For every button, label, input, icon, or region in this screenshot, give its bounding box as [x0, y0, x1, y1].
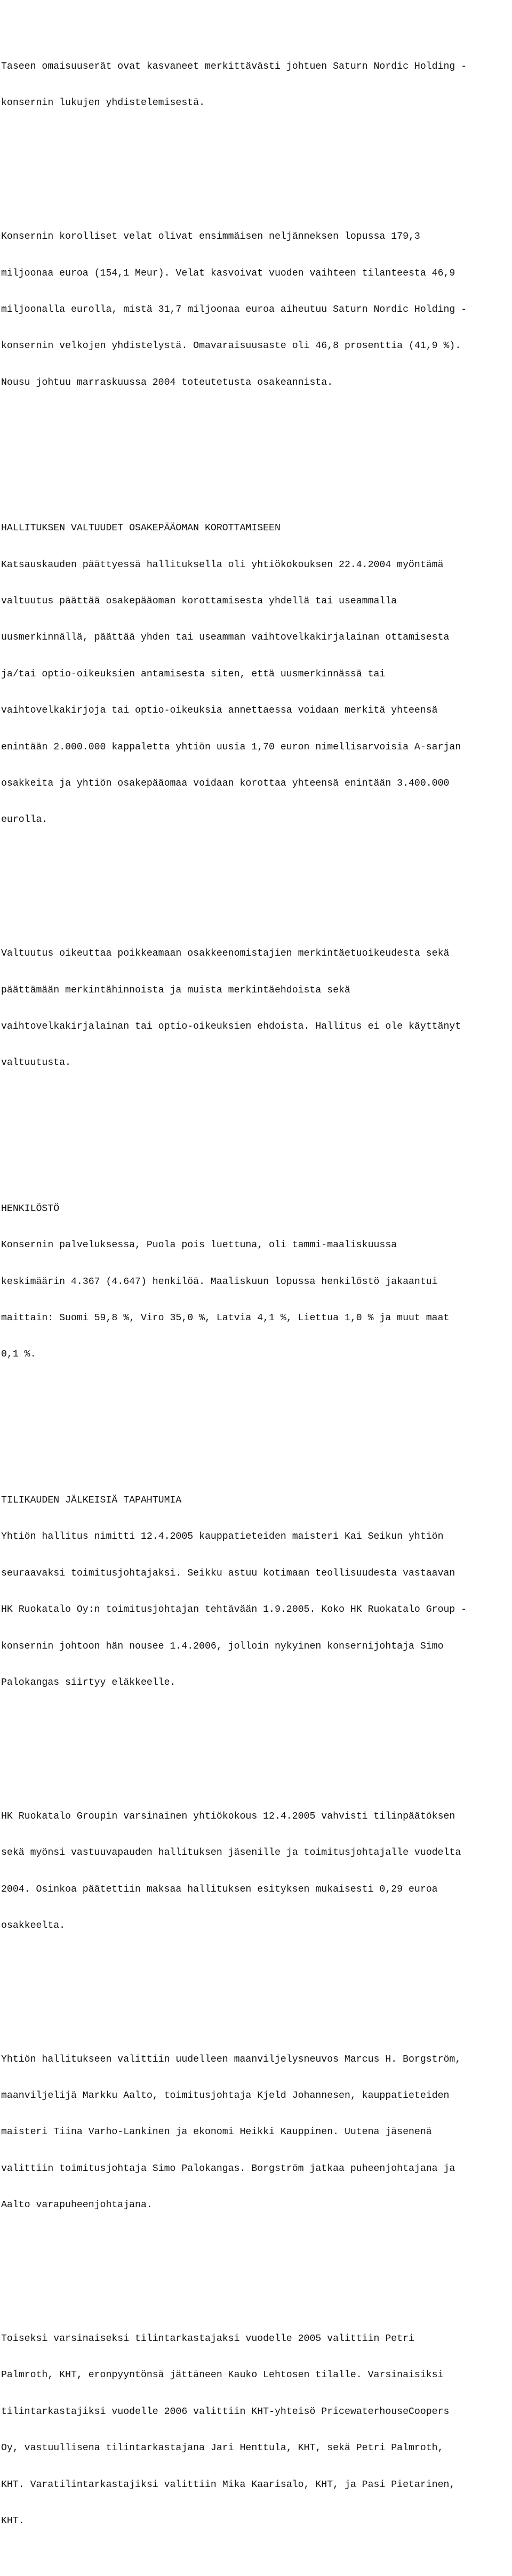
- section-hallituksen-valtuudet: [1, 498, 511, 851]
- text-line: eurolla.: [1, 814, 48, 826]
- text-line: Nousu johtuu marraskuussa 2004 toteutetusta osakeannista.: [1, 377, 333, 388]
- text-line: 0,1 %.: [1, 1349, 36, 1360]
- paragraph-taseen: [1, 36, 511, 133]
- text-line: 2004. Osinkoa päätettiin maksaa hallituksen esityksen mukaisesti 0,29 euroa: [1, 1884, 438, 1895]
- text-line: maisteri Tiina Varho-Lankinen ja ekonomi Heikki Kauppinen. Uutena jäsenenä: [1, 2127, 432, 2138]
- text-line: Konsernin palveluksessa, Puola pois luettuna, oli tammi-maaliskuussa: [1, 1240, 397, 1251]
- section-heading: HENKILÖSTÖ: [1, 1203, 60, 1214]
- text-line: maanviljelijä Markku Aalto, toimitusjohtaja Kjeld Johannesen, kauppatieteiden: [1, 2090, 450, 2102]
- text-line: miljoonalla eurolla, mistä 31,7 miljoonaa euroa aiheutuu Saturn Nordic Holding -: [1, 304, 467, 315]
- section-tilikauden-jalkeisia: [1, 1470, 511, 1713]
- text-line: tilintarkastajiksi vuodelle 2006 valittiin KHT-yhteisö PricewaterhouseCoopers: [1, 2406, 450, 2417]
- text-line: Yhtiön hallitukseen valittiin uudelleen maanviljelysneuvos Marcus H. Borgström,: [1, 2054, 461, 2065]
- text-line: ja/tai optio-oikeuksien antamisesta siten, että uusmerkinnässä tai: [1, 668, 386, 680]
- text-line: päättämään merkintähinnoista ja muista merkintäehdoista sekä: [1, 984, 350, 996]
- paragraph-tilintarkastaja: [1, 2308, 511, 2551]
- section-henkilosto: [1, 1178, 511, 1385]
- text-line: valtuutus päättää osakepääoman korottamisesta yhdellä tai useammalla: [1, 596, 397, 607]
- text-line: HK Ruokatalo Groupin varsinainen yhtiökokous 12.4.2005 vahvisti tilinpäätöksen: [1, 1811, 455, 1822]
- text-line: konsernin lukujen yhdistelemisestä.: [1, 98, 205, 109]
- text-line: sekä myönsi vastuuvapauden hallituksen jäsenille ja toimitusjohtajalle vuodelta: [1, 1847, 461, 1859]
- text-line: Palmroth, KHT, eronpyyntönsä jättäneen Kauko Lehtosen tilalle. Varsinaisiksi: [1, 2370, 444, 2381]
- text-line: konsernin johtoon hän nousee 1.4.2006, jolloin nykyinen konsernijohtaja Simo: [1, 1641, 444, 1652]
- paragraph-hallitukseen: [1, 2029, 511, 2236]
- text-line: Yhtiön hallitus nimitti 12.4.2005 kauppatieteiden maisteri Kai Seikun yhtiön: [1, 1531, 444, 1543]
- text-line: uusmerkinnällä, päättää yhden tai useamman vaihtovelkakirjalainan ottamisesta: [1, 632, 450, 643]
- section-heading: TILIKAUDEN JÄLKEISIÄ TAPAHTUMIA: [1, 1495, 182, 1506]
- text-line: KHT. Varatilintarkastajiksi valittiin Mika Kaarisalo, KHT, ja Pasi Pietarinen,: [1, 2479, 455, 2490]
- text-line: KHT.: [1, 2515, 25, 2526]
- text-line: Taseen omaisuuserät ovat kasvaneet merkittävästi johtuen Saturn Nordic Holding -: [1, 61, 467, 72]
- text-line: valittiin toimitusjohtaja Simo Palokangas. Borgström jatkaa puheenjohtajana ja: [1, 2163, 455, 2174]
- text-line: miljoonaa euroa (154,1 Meur). Velat kasvoivat vuoden vaihteen tilanteesta 46,9: [1, 268, 455, 279]
- text-line: Konsernin korolliset velat olivat ensimmäisen neljänneksen lopussa 179,3: [1, 231, 420, 243]
- text-line: HK Ruokatalo Oy:n toimitusjohtajan tehtävään 1.9.2005. Koko HK Ruokatalo Group -: [1, 1604, 467, 1616]
- section-heading: HALLITUKSEN VALTUUDET OSAKEPÄÄOMAN KOROTTAMISEEN: [1, 523, 281, 534]
- text-line: enintään 2.000.000 kappaletta yhtiön uusia 1,70 euron nimellisarvoisia A-sarjan: [1, 741, 461, 753]
- text-line: Toiseksi varsinaiseksi tilintarkastajaksi vuodelle 2005 valittiin Petri: [1, 2333, 414, 2344]
- text-line: Katsauskauden päättyessä hallituksella oli yhtiökokouksen 22.4.2004 myöntämä: [1, 559, 444, 570]
- text-line: Valtuutus oikeuttaa poikkeamaan osakkeenomistajien merkintäetuoikeudesta sekä: [1, 948, 450, 959]
- text-line: Aalto varapuheenjohtajana.: [1, 2200, 153, 2211]
- text-line: valtuutusta.: [1, 1057, 71, 1069]
- document-page: [1, 0, 511, 2576]
- text-line: vaihtovelkakirjoja tai optio-oikeuksia annettaessa voidaan merkitä yhteensä: [1, 705, 438, 716]
- text-line: Palokangas siirtyy eläkkeelle.: [1, 1677, 176, 1688]
- text-line: osakkeita ja yhtiön osakepääomaa voidaan korottaa yhteensä enintään 3.400.000: [1, 778, 450, 789]
- text-line: seuraavaksi toimitusjohtajaksi. Seikku astuu kotimaan teollisuudesta vastaavan: [1, 1568, 455, 1579]
- text-line: osakkeelta.: [1, 1920, 66, 1931]
- text-line: maittain: Suomi 59,8 %, Viro 35,0 %, Latvia 4,1 %, Liettua 1,0 % ja muut maat: [1, 1313, 450, 1324]
- text-line: konsernin velkojen yhdistelystä. Omavaraisuusaste oli 46,8 prosenttia (41,9 %).: [1, 341, 461, 352]
- paragraph-yhtiokokous: [1, 1786, 511, 1956]
- paragraph-korolliset-velat: [1, 207, 511, 414]
- text-line: vaihtovelkakirjalainan tai optio-oikeuksien ehdoista. Hallitus ei ole käyttänyt: [1, 1021, 461, 1032]
- text-line: Oy, vastuullisena tilintarkastajana Jari Henttula, KHT, sekä Petri Palmroth,: [1, 2443, 444, 2454]
- paragraph-valtuutus: [1, 924, 511, 1094]
- text-line: keskimäärin 4.367 (4.647) henkilöä. Maaliskuun lopussa henkilöstö jakaantui: [1, 1276, 438, 1287]
